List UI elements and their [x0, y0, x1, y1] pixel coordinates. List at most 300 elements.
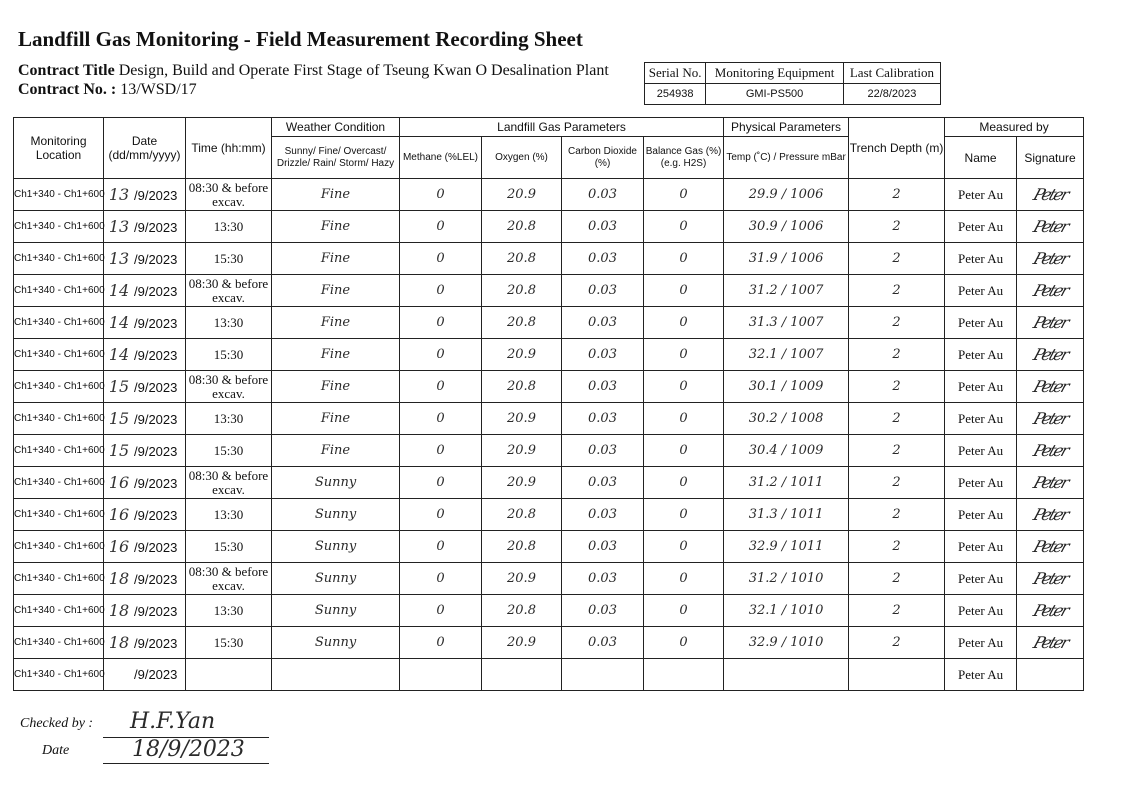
time-cell: 13:30 [186, 499, 272, 531]
temperature-value: 30.2 [748, 411, 778, 426]
methane-cell: 0 [400, 403, 482, 435]
date-month-year: /9/2023 [134, 508, 178, 523]
oxygen-cell: 20.8 [482, 499, 562, 531]
balance-cell: 0 [644, 467, 724, 499]
methane-cell: 0 [400, 435, 482, 467]
location-cell: Ch1+340 - Ch1+600 [14, 659, 104, 691]
name-cell: Peter Au [945, 435, 1017, 467]
oxygen-cell: 20.8 [482, 211, 562, 243]
table-row [14, 499, 1084, 531]
weather-cell: Sunny [272, 595, 400, 627]
pressure-value: 1006 [790, 251, 824, 266]
temp-pressure-separator: / [777, 571, 791, 586]
date-day: 15 [108, 441, 130, 460]
oxygen-cell: 20.8 [482, 531, 562, 563]
signature-cell [1017, 499, 1084, 531]
date-cell [104, 403, 186, 435]
signature-cell [1017, 435, 1084, 467]
signature-handwriting: Peter [1030, 281, 1070, 300]
pressure-value: 1006 [790, 187, 824, 202]
balance-cell [644, 659, 724, 691]
methane-cell: 0 [400, 275, 482, 307]
contract-title-label: Contract Title [18, 62, 115, 79]
pressure-value: 1007 [790, 315, 824, 330]
temp-pressure-cell [724, 339, 849, 371]
balance-cell: 0 [644, 627, 724, 659]
time-cell: 13:30 [186, 307, 272, 339]
oxygen-cell: 20.9 [482, 403, 562, 435]
trench-cell: 2 [849, 243, 945, 275]
temp-pressure-cell [724, 595, 849, 627]
co2-cell: 0.03 [562, 467, 644, 499]
balance-cell: 0 [644, 435, 724, 467]
date-day: 18 [108, 569, 130, 588]
date-cell [104, 339, 186, 371]
date-month-year: /9/2023 [134, 667, 178, 682]
weather-cell: Fine [272, 243, 400, 275]
pressure-value: 1011 [790, 539, 824, 554]
weather-cell: Fine [272, 211, 400, 243]
temp-pressure-cell [724, 211, 849, 243]
location-cell: Ch1+340 - Ch1+600 [14, 307, 104, 339]
co2-cell: 0.03 [562, 403, 644, 435]
date-day: 14 [108, 313, 130, 332]
weather-cell: Sunny [272, 467, 400, 499]
location-cell: Ch1+340 - Ch1+600 [14, 211, 104, 243]
serial-no-header: Serial No. [645, 63, 706, 84]
pressure-value: 1006 [790, 219, 824, 234]
time-cell: 15:30 [186, 339, 272, 371]
table-row [14, 307, 1084, 339]
balance-cell: 0 [644, 243, 724, 275]
time-cell: 08:30 & before excav. [186, 371, 272, 403]
checked-by-value: H.F.Yan [130, 709, 216, 734]
methane-cell: 0 [400, 371, 482, 403]
table-row [14, 371, 1084, 403]
date-cell [104, 307, 186, 339]
measurement-table [13, 117, 1084, 691]
oxygen-cell: 20.8 [482, 275, 562, 307]
signature-handwriting: Peter [1030, 377, 1070, 396]
temp-pressure-cell [724, 435, 849, 467]
table-row [14, 179, 1084, 211]
temp-pressure-separator: / [777, 635, 791, 650]
temp-pressure-cell [724, 531, 849, 563]
table-row [14, 275, 1084, 307]
co2-cell: 0.03 [562, 179, 644, 211]
date-day: 18 [108, 601, 130, 620]
name-cell: Peter Au [945, 467, 1017, 499]
temperature-value: 32.1 [748, 347, 778, 362]
trench-cell: 2 [849, 403, 945, 435]
table-row [14, 243, 1084, 275]
methane-cell: 0 [400, 179, 482, 211]
location-cell: Ch1+340 - Ch1+600 [14, 371, 104, 403]
checked-by-label: Checked by : [20, 716, 94, 731]
date-cell [104, 371, 186, 403]
temperature-value: 31.3 [748, 507, 778, 522]
weather-sub-header: Sunny/ Fine/ Overcast/ Drizzle/ Rain/ Storm/ Hazy [272, 137, 400, 179]
date-cell [104, 211, 186, 243]
location-cell: Ch1+340 - Ch1+600 [14, 339, 104, 371]
name-cell: Peter Au [945, 243, 1017, 275]
co2-cell: 0.03 [562, 275, 644, 307]
time-header: Time (hh:mm) [186, 118, 272, 179]
methane-cell: 0 [400, 499, 482, 531]
temp-pressure-header: Temp (˚C) / Pressure mBar [724, 137, 849, 179]
signature-cell [1017, 339, 1084, 371]
table-row [14, 467, 1084, 499]
date-cell [104, 243, 186, 275]
methane-cell: 0 [400, 307, 482, 339]
date-cell [104, 659, 186, 691]
physical-group-header: Physical Parameters [724, 118, 849, 137]
methane-cell: 0 [400, 339, 482, 371]
temperature-value: 32.9 [748, 635, 778, 650]
balance-cell: 0 [644, 371, 724, 403]
methane-cell: 0 [400, 243, 482, 275]
temp-pressure-separator: / [777, 315, 791, 330]
trench-cell: 2 [849, 307, 945, 339]
date-day: 16 [108, 473, 130, 492]
signature-handwriting: Peter [1030, 537, 1070, 556]
time-cell: 08:30 & before excav. [186, 179, 272, 211]
co2-cell: 0.03 [562, 595, 644, 627]
oxygen-cell: 20.8 [482, 595, 562, 627]
oxygen-cell: 20.9 [482, 435, 562, 467]
measurement-rows [14, 179, 1084, 691]
time-cell [186, 659, 272, 691]
date-cell [104, 595, 186, 627]
signature-handwriting: Peter [1030, 313, 1070, 332]
signature-handwriting: Peter [1030, 249, 1070, 268]
co2-header: Carbon Dioxide (%) [562, 137, 644, 179]
signature-cell [1017, 371, 1084, 403]
weather-cell: Fine [272, 435, 400, 467]
pressure-value: 1011 [790, 507, 824, 522]
temp-pressure-separator: / [777, 283, 791, 298]
check-date-value: 18/9/2023 [132, 737, 245, 762]
contract-title-value: Design, Build and Operate First Stage of Tseung Kwan O Desalination Plant [118, 62, 609, 79]
trench-cell: 2 [849, 371, 945, 403]
contract-no-line [18, 81, 197, 99]
temperature-value: 31.9 [748, 251, 778, 266]
location-cell: Ch1+340 - Ch1+600 [14, 467, 104, 499]
temperature-value: 32.9 [748, 539, 778, 554]
date-month-year: /9/2023 [134, 188, 178, 203]
name-cell: Peter Au [945, 275, 1017, 307]
date-month-year: /9/2023 [134, 316, 178, 331]
co2-cell: 0.03 [562, 243, 644, 275]
date-cell [104, 499, 186, 531]
temp-pressure-cell [724, 275, 849, 307]
signature-handwriting: Peter [1030, 601, 1070, 620]
last-calibration-header: Last Calibration [843, 63, 940, 84]
balance-cell: 0 [644, 211, 724, 243]
oxygen-cell: 20.9 [482, 467, 562, 499]
contract-no-label: Contract No. : [18, 81, 117, 98]
date-day: 13 [108, 185, 130, 204]
balance-cell: 0 [644, 499, 724, 531]
pressure-value: 1007 [790, 347, 824, 362]
temperature-value: 29.9 [748, 187, 778, 202]
signature-handwriting: Peter [1030, 441, 1070, 460]
pressure-value: 1010 [790, 635, 824, 650]
oxygen-cell: 20.9 [482, 627, 562, 659]
table-row [14, 339, 1084, 371]
name-cell: Peter Au [945, 179, 1017, 211]
time-cell: 13:30 [186, 211, 272, 243]
measured-by-header: Measured by [945, 118, 1084, 137]
location-cell: Ch1+340 - Ch1+600 [14, 403, 104, 435]
pressure-value: 1007 [790, 283, 824, 298]
signature-handwriting: Peter [1030, 473, 1070, 492]
temp-pressure-separator: / [777, 411, 791, 426]
date-month-year: /9/2023 [134, 476, 178, 491]
temp-pressure-cell [724, 499, 849, 531]
serial-no-value: 254938 [645, 84, 706, 105]
date-day: 18 [108, 633, 130, 652]
weather-cell: Fine [272, 307, 400, 339]
name-cell: Peter Au [945, 627, 1017, 659]
location-cell: Ch1+340 - Ch1+600 [14, 595, 104, 627]
date-day: 13 [108, 249, 130, 268]
temp-pressure-cell [724, 467, 849, 499]
oxygen-header: Oxygen (%) [482, 137, 562, 179]
date-month-year: /9/2023 [134, 572, 178, 587]
date-cell [104, 275, 186, 307]
location-cell: Ch1+340 - Ch1+600 [14, 627, 104, 659]
date-day: 15 [108, 377, 130, 396]
time-cell: 15:30 [186, 435, 272, 467]
signature-cell [1017, 627, 1084, 659]
date-cell [104, 179, 186, 211]
date-month-year: /9/2023 [134, 252, 178, 267]
temperature-value: 31.3 [748, 315, 778, 330]
weather-cell: Sunny [272, 499, 400, 531]
name-cell: Peter Au [945, 531, 1017, 563]
date-month-year: /9/2023 [134, 380, 178, 395]
weather-cell: Fine [272, 275, 400, 307]
temperature-value: 31.2 [748, 475, 778, 490]
methane-cell: 0 [400, 531, 482, 563]
contract-title-line [18, 62, 609, 80]
temp-pressure-separator: / [777, 219, 791, 234]
trench-cell: 2 [849, 595, 945, 627]
contract-no-value: 13/WSD/17 [120, 81, 197, 98]
weather-cell: Sunny [272, 627, 400, 659]
methane-cell: 0 [400, 563, 482, 595]
temperature-value: 31.2 [748, 571, 778, 586]
time-cell: 15:30 [186, 243, 272, 275]
co2-cell: 0.03 [562, 627, 644, 659]
signature-header: Signature [1017, 137, 1084, 179]
trench-cell [849, 659, 945, 691]
location-cell: Ch1+340 - Ch1+600 [14, 563, 104, 595]
time-cell: 15:30 [186, 531, 272, 563]
co2-cell: 0.03 [562, 563, 644, 595]
oxygen-cell: 20.8 [482, 307, 562, 339]
signature-cell [1017, 307, 1084, 339]
pressure-value: 1010 [790, 603, 824, 618]
signature-cell [1017, 211, 1084, 243]
name-cell: Peter Au [945, 211, 1017, 243]
signature-cell [1017, 275, 1084, 307]
methane-cell [400, 659, 482, 691]
temp-pressure-separator: / [777, 475, 791, 490]
date-month-year: /9/2023 [134, 540, 178, 555]
oxygen-cell: 20.9 [482, 179, 562, 211]
date-cell [104, 563, 186, 595]
temperature-value: 31.2 [748, 283, 778, 298]
name-header: Name [945, 137, 1017, 179]
monitoring-equipment-value: GMI-PS500 [706, 84, 844, 105]
date-month-year: /9/2023 [134, 284, 178, 299]
location-cell: Ch1+340 - Ch1+600 [14, 499, 104, 531]
table-row [14, 435, 1084, 467]
temp-pressure-separator: / [777, 251, 791, 266]
date-day: 13 [108, 217, 130, 236]
temp-pressure-cell [724, 627, 849, 659]
name-cell: Peter Au [945, 307, 1017, 339]
table-row [14, 403, 1084, 435]
last-calibration-value: 22/8/2023 [843, 84, 940, 105]
trench-cell: 2 [849, 275, 945, 307]
time-cell: 15:30 [186, 627, 272, 659]
oxygen-cell [482, 659, 562, 691]
time-cell: 08:30 & before excav. [186, 563, 272, 595]
methane-cell: 0 [400, 595, 482, 627]
temp-pressure-cell [724, 243, 849, 275]
date-day: 14 [108, 345, 130, 364]
temp-pressure-cell [724, 563, 849, 595]
pressure-value: 1009 [790, 379, 824, 394]
pressure-value: 1011 [790, 475, 824, 490]
check-date-line [103, 763, 269, 764]
date-day: 15 [108, 409, 130, 428]
temperature-value: 32.1 [748, 603, 778, 618]
table-row [14, 595, 1084, 627]
sheet-title: Landfill Gas Monitoring - Field Measurement Recording Sheet [18, 27, 583, 51]
trench-cell: 2 [849, 179, 945, 211]
date-cell [104, 531, 186, 563]
balance-cell: 0 [644, 275, 724, 307]
time-cell: 13:30 [186, 403, 272, 435]
methane-header: Methane (%LEL) [400, 137, 482, 179]
signature-handwriting: Peter [1030, 569, 1070, 588]
signature-handwriting: Peter [1030, 505, 1070, 524]
signature-cell [1017, 403, 1084, 435]
trench-cell: 2 [849, 339, 945, 371]
location-cell: Ch1+340 - Ch1+600 [14, 275, 104, 307]
balance-cell: 0 [644, 563, 724, 595]
signature-cell [1017, 531, 1084, 563]
time-cell: 08:30 & before excav. [186, 467, 272, 499]
date-month-year: /9/2023 [134, 412, 178, 427]
balance-cell: 0 [644, 307, 724, 339]
pressure-value: 1009 [790, 443, 824, 458]
temp-pressure-cell [724, 371, 849, 403]
balance-cell: 0 [644, 179, 724, 211]
trench-header: Trench Depth (m) [849, 118, 945, 179]
signature-cell [1017, 179, 1084, 211]
temp-pressure-separator: / [777, 539, 791, 554]
weather-cell: Fine [272, 371, 400, 403]
monitoring-equipment-header: Monitoring Equipment [706, 63, 844, 84]
balance-gas-header: Balance Gas (%) (e.g. H2S) [644, 137, 724, 179]
trench-cell: 2 [849, 435, 945, 467]
co2-cell: 0.03 [562, 307, 644, 339]
table-row [14, 531, 1084, 563]
temperature-value: 30.9 [748, 219, 778, 234]
balance-cell: 0 [644, 595, 724, 627]
temp-pressure-separator: / [777, 443, 791, 458]
trench-cell: 2 [849, 627, 945, 659]
methane-cell: 0 [400, 627, 482, 659]
name-cell: Peter Au [945, 339, 1017, 371]
location-cell: Ch1+340 - Ch1+600 [14, 179, 104, 211]
check-date-label: Date [42, 743, 70, 758]
weather-cell: Fine [272, 339, 400, 371]
location-cell: Ch1+340 - Ch1+600 [14, 531, 104, 563]
temp-pressure-cell [724, 403, 849, 435]
time-cell: 08:30 & before excav. [186, 275, 272, 307]
table-row [14, 211, 1084, 243]
date-month-year: /9/2023 [134, 636, 178, 651]
location-header: Monitoring Location [14, 118, 104, 179]
signature-handwriting: Peter [1030, 409, 1070, 428]
location-cell: Ch1+340 - Ch1+600 [14, 435, 104, 467]
weather-cell: Sunny [272, 531, 400, 563]
weather-cell [272, 659, 400, 691]
temperature-value: 30.4 [748, 443, 778, 458]
temp-pressure-cell [724, 179, 849, 211]
co2-cell: 0.03 [562, 339, 644, 371]
trench-cell: 2 [849, 563, 945, 595]
date-cell [104, 627, 186, 659]
oxygen-cell: 20.9 [482, 339, 562, 371]
signature-cell [1017, 243, 1084, 275]
temp-pressure-separator: / [777, 603, 791, 618]
temp-pressure-separator: / [777, 379, 791, 394]
date-month-year: /9/2023 [134, 348, 178, 363]
signature-handwriting: Peter [1030, 633, 1070, 652]
weather-cell: Fine [272, 179, 400, 211]
balance-cell: 0 [644, 531, 724, 563]
pressure-value: 1010 [790, 571, 824, 586]
trench-cell: 2 [849, 211, 945, 243]
methane-cell: 0 [400, 467, 482, 499]
weather-cell: Fine [272, 403, 400, 435]
name-cell: Peter Au [945, 563, 1017, 595]
weather-cell: Sunny [272, 563, 400, 595]
signature-cell [1017, 595, 1084, 627]
balance-cell: 0 [644, 403, 724, 435]
temperature-value: 30.1 [748, 379, 778, 394]
signature-cell [1017, 467, 1084, 499]
name-cell: Peter Au [945, 659, 1017, 691]
signature-handwriting: Peter [1030, 185, 1070, 204]
location-cell: Ch1+340 - Ch1+600 [14, 243, 104, 275]
name-cell: Peter Au [945, 499, 1017, 531]
table-row [14, 563, 1084, 595]
date-month-year: /9/2023 [134, 444, 178, 459]
temp-pressure-separator: / [777, 347, 791, 362]
co2-cell: 0.03 [562, 371, 644, 403]
date-header: Date (dd/mm/yyyy) [104, 118, 186, 179]
pressure-value: 1008 [790, 411, 824, 426]
oxygen-cell: 20.8 [482, 371, 562, 403]
